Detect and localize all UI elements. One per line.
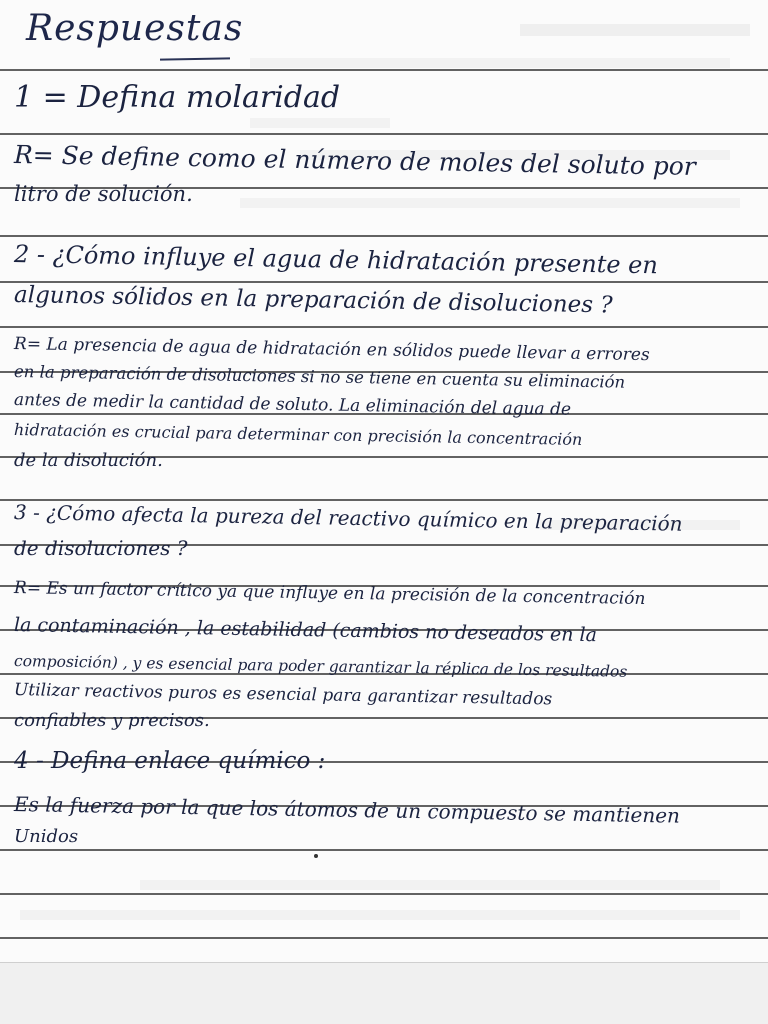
answer-2-line-4: hidratación es crucial para determinar con precisión la concentración	[13, 420, 583, 449]
answer-1-line-1: R= Se define como el número de moles del soluto por	[13, 140, 697, 181]
answer-1-line-2: litro de solución.	[14, 182, 193, 206]
ink-dot	[314, 854, 318, 858]
answer-3-line-3: composición) , y es esencial para poder garantizar la réplica de los resultados	[13, 652, 628, 681]
question-4: 4 - Defina enlace químico :	[14, 748, 326, 774]
question-1: 1 = Defina molaridad	[14, 80, 341, 115]
answer-2-line-2: en la preparación de disoluciones si no se tiene en cuenta su eliminación	[13, 362, 626, 392]
answer-3-line-1: R= Es un factor crítico ya que influye en la precisión de la concentración	[13, 578, 646, 610]
question-2-line-1: 2 - ¿Cómo influye el agua de hidratación presente en	[13, 240, 659, 280]
scan-bottom-margin	[0, 962, 768, 1024]
answer-3-line-2: la contaminación , la estabilidad (cambios no deseados en la	[13, 614, 598, 647]
question-3-line-2: de disoluciones ?	[14, 536, 188, 560]
page-title: Respuestas	[26, 8, 244, 49]
answer-2-line-1: R= La presencia de agua de hidratación en sólidos puede llevar a errores	[13, 334, 650, 366]
answer-2-line-3: antes de medir la cantidad de soluto. La eliminación del agua de	[13, 390, 572, 420]
answer-4-line-2: Unidos	[14, 826, 79, 847]
question-3-line-1: 3 - ¿Cómo afecta la pureza del reactivo químico en la preparación	[13, 500, 683, 536]
question-2-line-2: algunos sólidos en la preparación de disoluciones ?	[13, 282, 613, 319]
answer-3-line-4: Utilizar reactivos puros es esencial para garantizar resultados	[13, 680, 553, 710]
answer-3-line-5: confiables y precisos.	[14, 710, 210, 731]
answer-2-line-5: de la disolución.	[14, 450, 163, 471]
answer-4-line-1: Es la fuerza por la que los átomos de un compuesto se mantienen	[13, 792, 681, 828]
